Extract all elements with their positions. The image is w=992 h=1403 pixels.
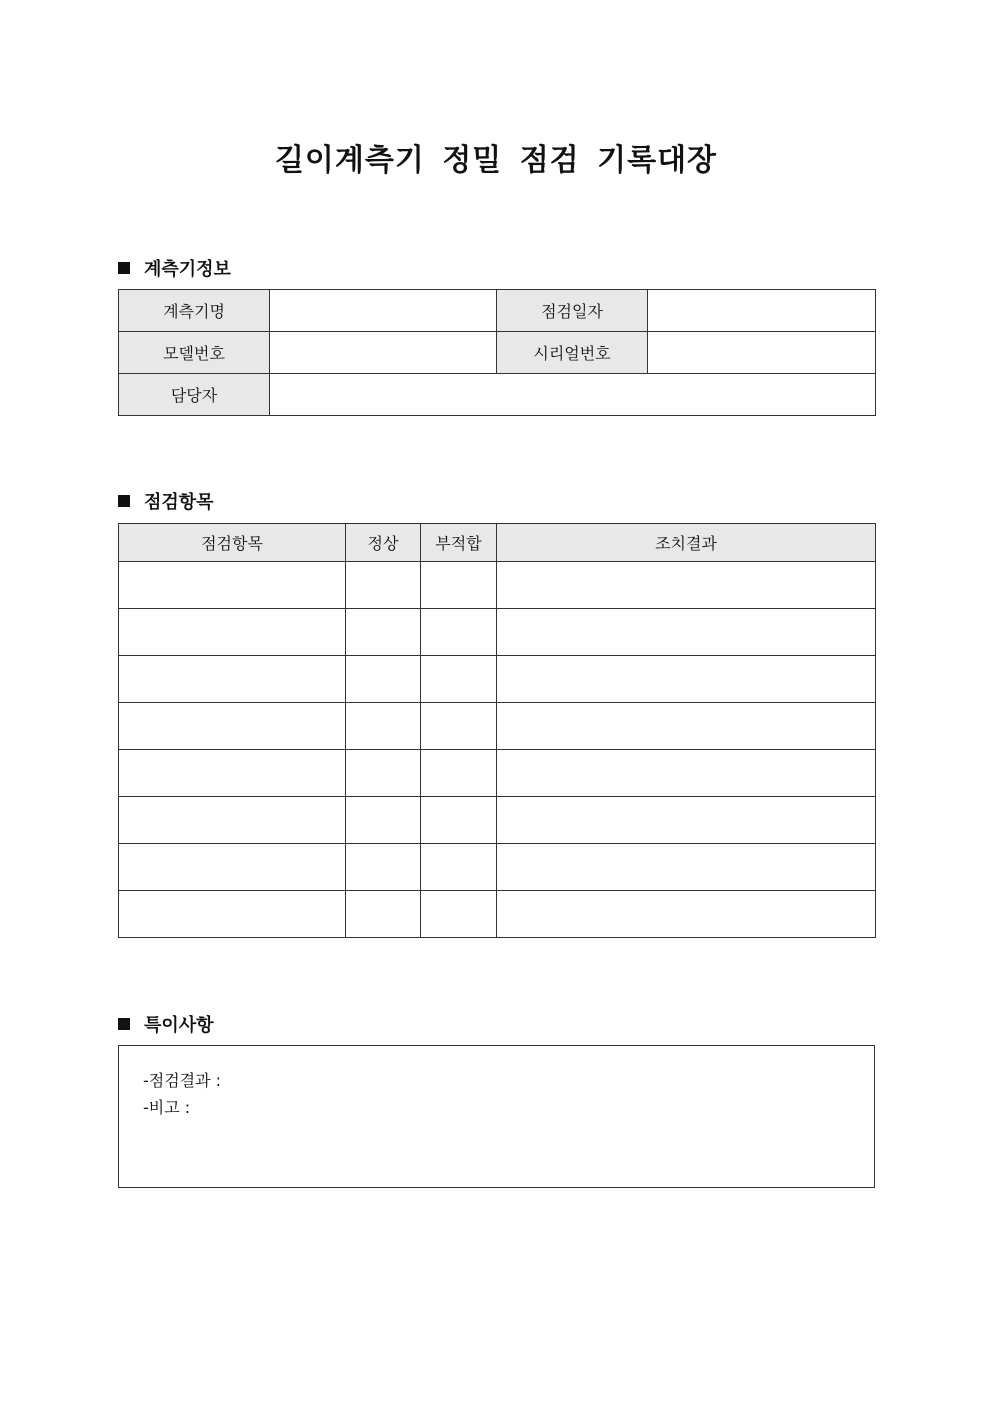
remarks-box[interactable] xyxy=(118,1045,875,1188)
note-line: -비고 : xyxy=(143,1098,191,1117)
nonconforming-cell[interactable] xyxy=(421,797,497,844)
model-number-field[interactable] xyxy=(270,332,497,374)
action-result-cell[interactable] xyxy=(497,750,876,797)
normal-cell[interactable] xyxy=(346,703,421,750)
table-row xyxy=(119,844,876,891)
table-row xyxy=(119,562,876,609)
nonconforming-cell[interactable] xyxy=(421,750,497,797)
inspection-result-line: -점검결과 : xyxy=(143,1071,222,1090)
nonconforming-cell[interactable] xyxy=(421,891,497,938)
table-row xyxy=(119,656,876,703)
square-bullet-icon xyxy=(118,1018,130,1030)
serial-number-field[interactable] xyxy=(648,332,876,374)
inspection-date-label: 점검일자 xyxy=(497,290,648,332)
normal-cell[interactable] xyxy=(346,656,421,703)
section-heading-remarks-label: 특이사항 xyxy=(144,1015,214,1036)
section-heading-remarks xyxy=(118,1011,214,1037)
inspection-items-table xyxy=(118,523,876,938)
normal-cell[interactable] xyxy=(346,609,421,656)
model-number-label: 모델번호 xyxy=(119,332,270,374)
item-cell[interactable] xyxy=(119,797,346,844)
instrument-name-label: 계측기명 xyxy=(119,290,270,332)
section-heading-info-label: 계측기정보 xyxy=(144,259,231,280)
normal-cell[interactable] xyxy=(346,797,421,844)
normal-cell[interactable] xyxy=(346,750,421,797)
column-header-action-result: 조치결과 xyxy=(497,524,876,562)
action-result-cell[interactable] xyxy=(497,891,876,938)
item-cell[interactable] xyxy=(119,703,346,750)
normal-cell[interactable] xyxy=(346,844,421,891)
action-result-cell[interactable] xyxy=(497,609,876,656)
square-bullet-icon xyxy=(118,262,130,274)
table-row xyxy=(119,609,876,656)
nonconforming-cell[interactable] xyxy=(421,609,497,656)
instrument-info-table xyxy=(118,289,876,416)
item-cell[interactable] xyxy=(119,750,346,797)
nonconforming-cell[interactable] xyxy=(421,562,497,609)
item-cell[interactable] xyxy=(119,562,346,609)
item-cell[interactable] xyxy=(119,844,346,891)
square-bullet-icon xyxy=(118,495,130,507)
column-header-nonconforming: 부적합 xyxy=(421,524,497,562)
action-result-cell[interactable] xyxy=(497,562,876,609)
action-result-cell[interactable] xyxy=(497,656,876,703)
nonconforming-cell[interactable] xyxy=(421,844,497,891)
table-row xyxy=(119,750,876,797)
instrument-name-field[interactable] xyxy=(270,290,497,332)
section-heading-items-label: 점검항목 xyxy=(144,492,214,513)
manager-field[interactable] xyxy=(270,374,876,416)
action-result-cell[interactable] xyxy=(497,844,876,891)
column-header-item: 점검항목 xyxy=(119,524,346,562)
table-row xyxy=(119,891,876,938)
table-row xyxy=(119,797,876,844)
item-cell[interactable] xyxy=(119,891,346,938)
serial-number-label: 시리얼번호 xyxy=(497,332,648,374)
normal-cell[interactable] xyxy=(346,891,421,938)
table-row xyxy=(119,703,876,750)
inspection-date-field[interactable] xyxy=(648,290,876,332)
section-heading-info xyxy=(118,255,231,281)
item-cell[interactable] xyxy=(119,609,346,656)
action-result-cell[interactable] xyxy=(497,703,876,750)
column-header-normal: 정상 xyxy=(346,524,421,562)
nonconforming-cell[interactable] xyxy=(421,703,497,750)
nonconforming-cell[interactable] xyxy=(421,656,497,703)
action-result-cell[interactable] xyxy=(497,797,876,844)
section-heading-items xyxy=(118,488,214,514)
item-cell[interactable] xyxy=(119,656,346,703)
manager-label: 담당자 xyxy=(119,374,270,416)
normal-cell[interactable] xyxy=(346,562,421,609)
page-title: 길이계측기 정밀 점검 기록대장 xyxy=(274,143,718,178)
